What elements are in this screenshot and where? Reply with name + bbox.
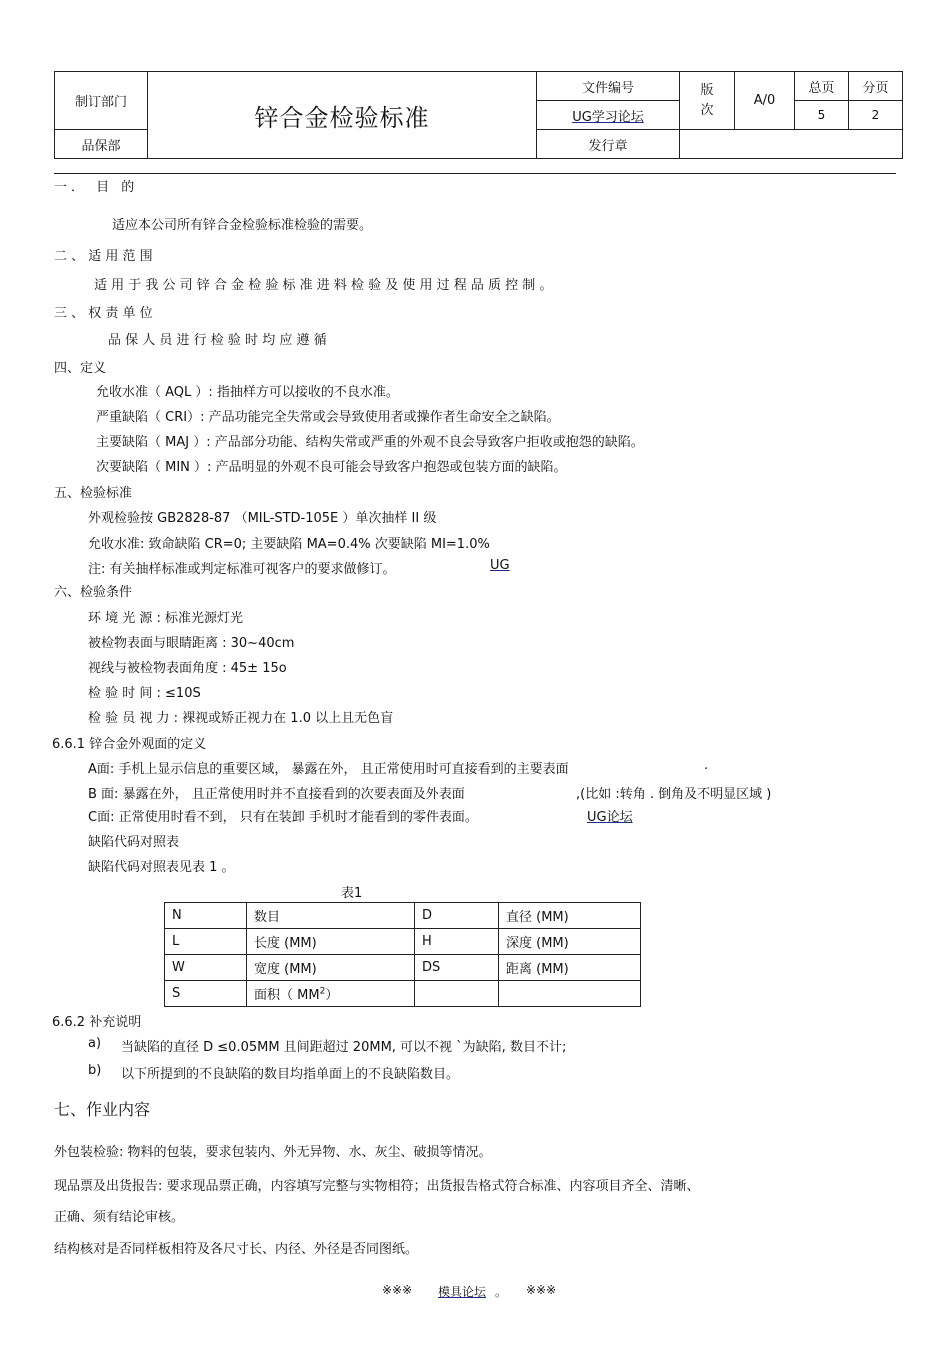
- table-cell: 深度 (MM): [499, 929, 641, 955]
- note-b-label: b): [88, 1063, 102, 1078]
- condition-time: 检 验 时 间 : ≤10S: [88, 686, 201, 701]
- file-no-value-cell: [537, 101, 680, 130]
- shipment-report-check-cont: 正确、须有结论审核。: [54, 1210, 185, 1225]
- table-cell: [415, 981, 499, 1007]
- table1-caption: 表1: [341, 886, 363, 901]
- table-cell: W: [165, 955, 247, 981]
- maj-definition: 主要缺陷（ MAJ ）: 产品部分功能、结构失常或严重的外观不良会导致客户拒收或抱怨的缺陷。: [96, 435, 644, 450]
- page-label: 分页: [862, 80, 889, 96]
- table-cell: N: [165, 903, 247, 929]
- condition-light-source: 环 境 光 源 : 标准光源灯光: [88, 611, 244, 626]
- table-row: [165, 929, 641, 955]
- footer-period: 。: [495, 1285, 508, 1299]
- packaging-inspection: 外包装检验: 物料的包装，要求包装内、外无异物、水、灰尘、破损等情况。: [54, 1145, 492, 1160]
- page-value-cell: [849, 101, 903, 130]
- defect-code-title: 缺陷代码对照表: [88, 835, 180, 850]
- a-face-period: .: [704, 758, 709, 773]
- table-cell: 长度 (MM): [247, 929, 415, 955]
- min-definition: 次要缺陷（ MIN ）: 产品明显的外观不良可能会导致客户抱怨或包装方面的缺陷。: [96, 460, 567, 475]
- total-pages-label-cell: [795, 72, 849, 101]
- table-row: [165, 981, 641, 1007]
- aql-definition: 允收水准（ AQL ）: 指抽样方可以接收的不良水准。: [96, 385, 399, 400]
- s3-body: 品 保 人 员 进 行 检 验 时 均 应 遵 循: [108, 333, 327, 348]
- issue-stamp-label: 发行章: [588, 138, 628, 154]
- s6-heading: 六、检验条件: [54, 585, 133, 600]
- footer-mold-forum-link[interactable]: 模具论坛: [438, 1285, 487, 1299]
- version-value-cell: [735, 72, 795, 130]
- total-pages-label: 总页: [808, 80, 835, 96]
- s661-heading: 6.6.1 锌合金外观面的定义: [52, 737, 207, 752]
- area-cell: [247, 981, 415, 1007]
- area-superscript: 2: [319, 986, 326, 997]
- condition-angle: 视线与被检物表面角度 : 45± 15o: [88, 661, 287, 676]
- area-label: 面积（ MM: [254, 988, 320, 1003]
- table-cell: DS: [415, 955, 499, 981]
- s1-body: 适应本公司所有锌合金检验标准检验的需要。: [112, 218, 373, 233]
- table-row: [165, 955, 641, 981]
- s4-heading: 四、定义: [54, 361, 107, 376]
- s662-heading: 6.6.2 补充说明: [52, 1015, 142, 1030]
- c-face-definition: C面: 正常使用时看不到， 只有在装卸 手机时才能看到的零件表面。: [88, 810, 478, 825]
- defect-code-table: [164, 902, 641, 1007]
- file-no-label: 文件编号: [581, 80, 634, 96]
- cri-definition: 严重缺陷（ CRI）: 产品功能完全失常或会导致使用者或操作者生命安全之缺陷。: [96, 410, 560, 425]
- table-cell: L: [165, 929, 247, 955]
- condition-vision: 检 验 员 视 力 : 裸视或矫正视力在 1.0 以上且无色盲: [88, 711, 394, 726]
- table-cell: 距离 (MM): [499, 955, 641, 981]
- table-row: [165, 903, 641, 929]
- shipment-report-check: 现品票及出货报告: 要求现品票正确，内容填写完整与实物相符；出货报告格式符合标准、内容项目齐全、清晰、: [54, 1179, 700, 1194]
- s5-heading: 五、检验标准: [54, 486, 133, 501]
- issue-stamp-cell: [680, 130, 903, 159]
- note-a-label: a): [88, 1036, 102, 1051]
- version-label: 版次: [700, 82, 714, 118]
- a-face-definition: A面: 手机上显示信息的重要区域， 暴露在外， 且正常使用时可直接看到的主要表面: [88, 762, 569, 777]
- version-label-cell: [680, 72, 735, 130]
- note-b-text: 以下所提到的不良缺陷的数目均指单面上的不良缺陷数目。: [121, 1067, 460, 1082]
- b-face-definition: B 面: 暴露在外， 且正常使用时并不直接看到的次要表面及外表面: [88, 787, 465, 802]
- dept-value-cell: [55, 130, 148, 159]
- document-header-table: [54, 71, 903, 159]
- footer-right-marks: ※※※: [526, 1283, 557, 1297]
- table-cell: [499, 981, 641, 1007]
- note-a-text: 当缺陷的直径 D ≤0.05MM 且间距超过 20MM, 可以不视 `为缺陷, 数目不计;: [121, 1040, 567, 1055]
- revision-note: 注: 有关抽样标准或判定标准可视客户的要求做修订。: [88, 562, 396, 577]
- table-cell: 数目: [247, 903, 415, 929]
- dept-label: 制订部门: [74, 95, 127, 110]
- page-value: 2: [871, 108, 880, 122]
- footer-left-marks: ※※※: [382, 1283, 413, 1297]
- ug-forum-link[interactable]: UG论坛: [587, 810, 633, 825]
- s3-heading: 三 、 权 责 单 位: [54, 306, 153, 321]
- b-face-examples: ,(比如 :转角 . 倒角及不明显区域 ): [576, 787, 772, 802]
- sampling-standard: 外观检验按 GB2828-87 （MIL-STD-105E ）单次抽样 II 级: [88, 511, 437, 526]
- document-title: 锌合金检验标准: [254, 103, 430, 132]
- acceptance-levels: 允收水准: 致命缺陷 CR=0; 主要缺陷 MA=0.4% 次要缺陷 MI=1.0%: [88, 537, 490, 552]
- table-cell: 直径 (MM): [499, 903, 641, 929]
- condition-distance: 被检物表面与眼睛距离 : 30~40cm: [88, 636, 295, 651]
- s2-body: 适 用 于 我 公 司 锌 合 金 检 验 标 准 进 料 检 验 及 使 用 过 程 品 质 控 制 。: [94, 278, 553, 293]
- s7-heading: 七、作业内容: [54, 1100, 151, 1119]
- header-divider: [54, 173, 896, 174]
- structure-check: 结构核对是否同样板相符及各尺寸长、内径、外径是否同图纸。: [54, 1242, 419, 1257]
- file-no-label-cell: [537, 72, 680, 101]
- s1-heading: 一． 目 的: [54, 180, 139, 195]
- defect-code-reference: 缺陷代码对照表见表 1 。: [88, 860, 235, 875]
- total-pages-value-cell: [795, 101, 849, 130]
- s2-heading: 二 、 适 用 范 围: [54, 249, 153, 264]
- table-cell: S: [165, 981, 247, 1007]
- table-cell: H: [415, 929, 499, 955]
- table-cell: D: [415, 903, 499, 929]
- total-pages-value: 5: [817, 108, 826, 122]
- table-cell: 宽度 (MM): [247, 955, 415, 981]
- document-title-cell: [148, 72, 537, 159]
- file-no-value[interactable]: UG学习论坛: [572, 109, 644, 125]
- ug-link[interactable]: UG: [490, 558, 510, 573]
- dept-label-cell: [55, 72, 148, 130]
- version-value: A/0: [753, 93, 776, 108]
- dept-value: 品保部: [81, 138, 121, 154]
- page-label-cell: [849, 72, 903, 101]
- issue-stamp-label-cell: [537, 130, 680, 159]
- area-close-paren: ）: [325, 988, 339, 1003]
